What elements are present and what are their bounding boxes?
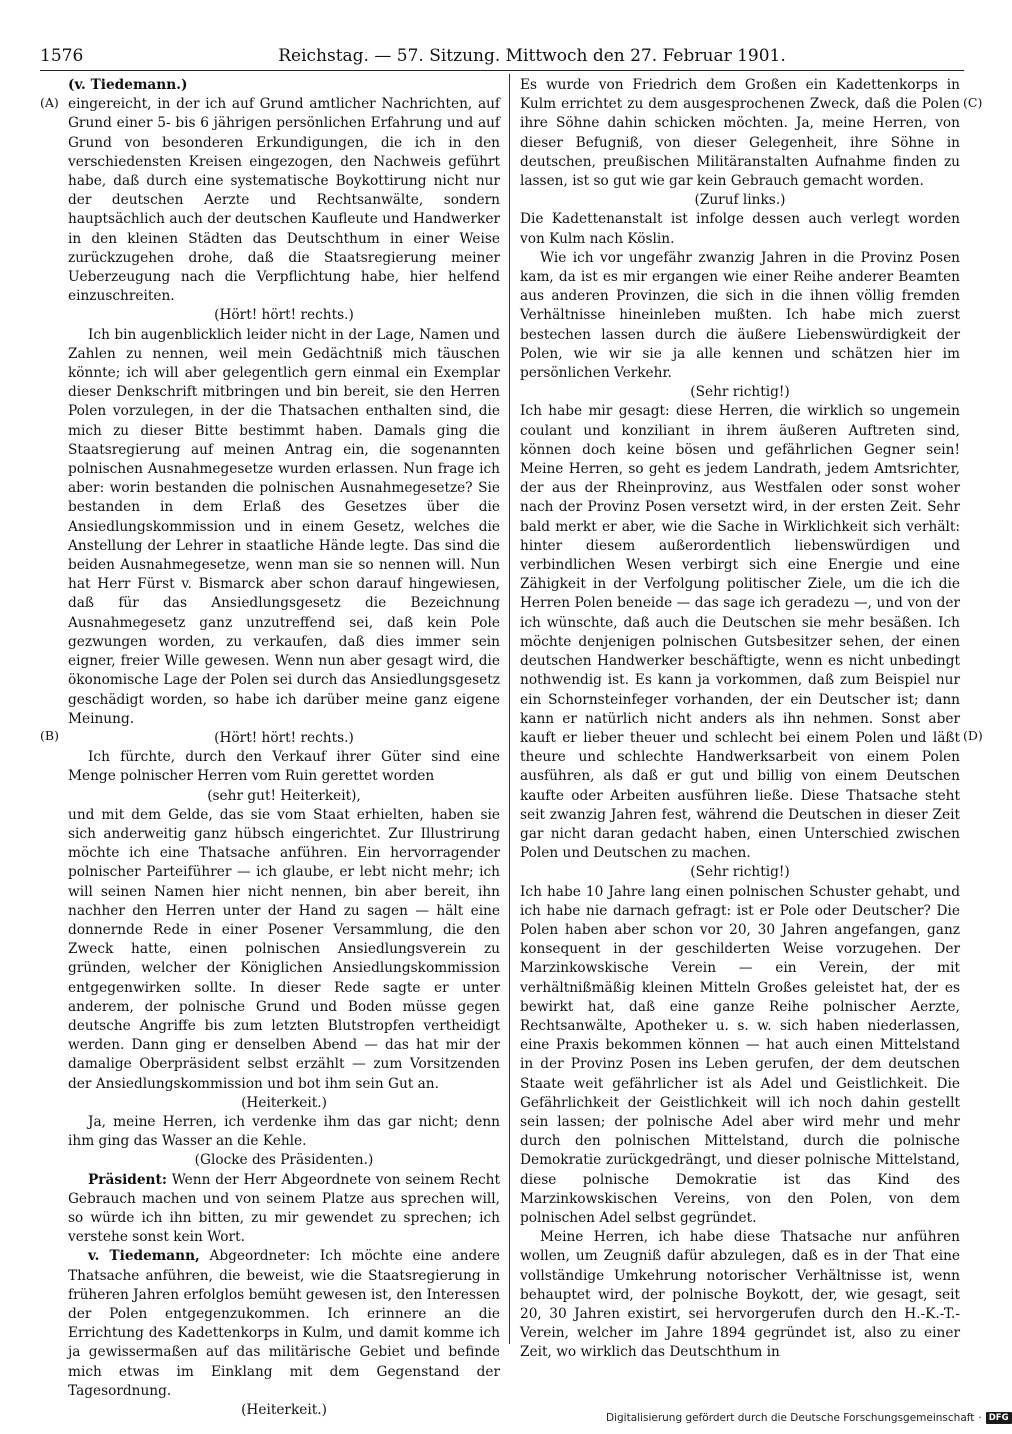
speech-text: Abgeordneter: Ich möchte eine andere Thatsache anführen, die beweist, wie die Staatsregierung in früheren Jahren erfolglos bemüht gewesen ist, den Interessen der Polen entgegenzukommen. Ich erinnere an die Errichtung des Kadettenkorps in Kulm, und damit komme ich ja gewissermaßen auf das militärische Gebiet und befinde mich etwas im Einklang mit dem Gegenstand der Tagesordnung. [68,1248,500,1399]
page-number: 1576 [40,46,84,66]
interjection: (Glocke des Präsidenten.) [194,1152,374,1169]
paragraph: Ich habe 10 Jahre lang einen polnischen Schuster gehabt, und ich habe nie darnach gefragt: ist er Pole oder Deutscher? Die Polen haben aber schon vor 20, 30 Jahren angefangen, ganz konsequent in der geschilderten Weise vorzugehen. Der Marzinkowskische Verein — ein Verein, der mit verhältnißmäßig kleinen Mitteln Großes geleistet hat, der es bewirkt hat, daß eine ganze Reihe polnischer Aerzte, Rechtsanwälte, Apotheker u. s. w. sich haben niederlassen, eine Praxis bekommen können — hat auch einen Mittelstand in der Provinz Posen ins Leben gerufen, der dem deutschen Staate weit gefährlicher ist als Adel und Geistlichkeit. Die Gefährlichkeit der Geistlichkeit will ich noch dahin gestellt sein lassen; der polnische Adel aber wird mehr und mehr durch den polnischen Mittelstand, durch die polnische Demokratie zurückgedrängt, und dieser polnische Mittelstand, diese polnische Demokratie ist das Kind des Marzinkowskischen Vereins, von den Polen, von dem polnischen Adel selbst gegründet. [520,883,960,1226]
page-header [40,44,964,71]
paragraph: Meine Herren, ich habe diese Thatsache nur anführen wollen, um Zeugniß dafür abzulegen, daß es in der That eine vollständige Umkehrung notorischer Verhältnisse ist, wenn behauptet wird, der polnische Boykott, der, wie gesagt, seit 20, 30 Jahren existirt, sei hervorgerufen durch den H.-K.-T.-Verein, welcher im Jahre 1894 gegründet ist, also zu einer Zeit, wo wirklich das Deutschthum in [520,1229,960,1361]
paragraph [68,1247,500,1401]
left-column [68,76,500,1419]
interjection: (Heiterkeit.) [241,1402,327,1419]
separator-dot: · [978,1412,982,1424]
speaker-tag: (v. Tiedemann.) [68,77,188,93]
dfg-logo-icon: DFG [986,1412,1012,1424]
right-column [520,76,960,1376]
interjection: (Sehr richtig!) [690,864,790,881]
credit-text: Digitalisierung gefördert durch die Deutsche Forschungsgemeinschaft [606,1412,975,1424]
margin-marker-b: (B) [40,728,59,743]
interjection: (sehr gut! Heiterkeit), [207,787,361,804]
interjection: (Heiterkeit.) [241,1094,327,1111]
interjection: (Hört! hört! rechts.) [214,729,354,746]
speaker-name: Präsident: [88,1171,167,1188]
paragraph: Ich bin augenblicklich leider nicht in der Lage, Namen und Zahlen zu nennen, weil mein Gedächtniß mich täuschen könnte; ich will aber gelegentlich gern einmal ein Exemplar dieser Denkschrift mitbringen und bin bereit, sie den Herren Polen vorzulegen, in der die Thatsachen enthalten sind, die mich zu dieser Bitte bestimmt haben. Damals ging die Staatsregierung auf meinen Antrag ein, die sogenannten polnischen Ausnahmegesetze wurden erlassen. Nun frage ich aber: worin bestanden die polnischen Ausnahmegesetze? Sie bestanden in dem Erlaß des Gesetzes über die Ansiedlungskommission und in einem Gesetz, welches die Anstellung der Lehrer in staatliche Hände legte. Das sind die beiden Ausnahmegesetze, wenn man sie so nennen will. Nun hat Herr Fürst v. Bismarck aber schon darauf hingewiesen, daß für das Ansiedlungsgesetz die Bezeichnung Ausnahmegesetz ganz unzutreffend sei, daß kein Pole gezwungen worden, zu verkaufen, daß dies immer sein eigner, freier Wille gewesen. Wenn nun aber gesagt wird, die ökonomische Lage der Polen sei durch das Ansiedlungsgesetz geschädigt worden, so habe ich darüber meine ganz eigene Meinung. [68,326,500,727]
paragraph: eingereicht, in der ich auf Grund amtlicher Nachrichten, auf Grund einer 5- bis 6 jährigen persönlichen Erfahrung und auf Grund von besonderen Erkundigungen, die ich in den verschiedensten Kreisen eingezogen, den Nachweis geführt habe, daß durch eine systematische Boykottirung nicht nur der deutschen Aerzte und Rechtsanwälte, sondern hauptsächlich auch der deutschen Kaufleute und Handwerker in den kleinen Städten das Deutschthum in einer Weise zurückzugehen drohe, daß die Staatsregierung meiner Ueberzeugung nach die Verpflichtung habe, hier helfend einzuschreiten. [68,96,500,305]
speaker-name: v. Tiedemann, [88,1248,200,1265]
margin-marker-d: (D) [963,728,983,743]
paragraph: Ich fürchte, durch den Verkauf ihrer Güter sind eine Menge polnischer Herren vom Ruin gerettet worden [68,749,500,785]
margin-marker-c: (C) [963,95,983,110]
paragraph: und mit dem Gelde, das sie vom Staat erhielten, haben sie sich anderweitig ganz hübsch eingerichtet. Zur Illustrirung möchte ich eine Thatsache anführen. Ein hervorragender polnischer Parteiführer — ich glaube, er lebt nicht mehr; ich will seinen Namen hier nicht nennen, bin aber bereit, ihn nachher den Herren unter der Hand zu sagen — hält eine donnernde Rede in einer Posener Versammlung, die den Zweck hatte, einen polnischen Ansiedlungsverein zu gründen, welcher der Königlichen Ansiedlungskommission entgegenwirken sollte. In dieser Rede sagte er unter anderem, der polnische Grund und Boden müsse gegen deutsche Angriffe bis zum letzten Blutstropfen vertheidigt werden. Dann ging er denselben Abend — das hat mir der damalige Oberpräsident selbst erzählt — zum Vorsitzenden der Ansiedlungskommission und bot ihm sein Gut an. [68,806,500,1092]
margin-marker-a: (A) [40,95,59,110]
digitization-credit [606,1412,1009,1424]
paragraph: Es wurde von Friedrich dem Großen ein Kadettenkorps in Kulm errichtet zu dem ausgesprochenen Zweck, daß die Polen ihre Söhne dahin schicken möchten. Ja, meine Herren, von dieser Befugniß, von dieser Gelegenheit, ihre Söhne in deutschen, preußischen Militäranstalten Aufnahme finden zu lassen, ist so gut wie gar kein Gebrauch gemacht worden. [520,77,960,190]
interjection: (Hört! hört! rechts.) [214,307,354,324]
interjection: (Sehr richtig!) [690,384,790,401]
interjection: (Zuruf links.) [694,192,786,209]
paragraph: Ich habe mir gesagt: diese Herren, die wirklich so ungemein coulant und konziliant in ihrem äußeren Auftreten sind, können doch keine bösen und gefährlichen Gegner sein! Meine Herren, so geht es jedem Landrath, jedem Amtsrichter, der aus der Rheinprovinz, aus Westfalen oder sonst woher nach der Provinz Posen versetzt wird, in der ersten Zeit. Sehr bald merkt er aber, wie die Sache in Wirklichkeit sich verhält: hinter diesem außerordentlich liebenswürdigen und verbindlichen Wesen verbirgt sich eine Energie und eine Zähigkeit in der Verfolgung politischer Ziele, um die ich die Herren Polen beneide — das sage ich geradezu —, und von der ich wünschte, daß auch die Deutschen sie mehr besäßen. Ich möchte denjenigen polnischen Gutsbesitzer sehen, der einen deutschen Handwerker beschäftigte, wenn es nicht unbedingt nothwendig ist. Es kann ja vorkommen, daß zum Beispiel nur ein Schornsteinfeger vorhanden, der ein Deutscher ist; dann kann er natürlich nicht anders als ihn nehmen. Sonst aber kauft er lieber theuer und schlecht bei einem Polen und läßt theure und schlechte Handwerksarbeit von einem Polen ausführen, als daß er gut und billig von einem Deutschen kaufte oder Arbeiten ausführen ließe. Diese Thatsache steht seit zwanzig Jahren fest, während die Deutschen in dieser Zeit gar nicht daran gedacht haben, einen Unterschied zwischen Polen und Deutschen zu machen. [520,403,960,862]
column-divider [509,74,510,1344]
paragraph: Die Kadettenanstalt ist infolge dessen auch verlegt worden von Kulm nach Köslin. [520,211,960,247]
paragraph: Wie ich vor ungefähr zwanzig Jahren in die Provinz Posen kam, da ist es mir ergangen wie einer Reihe anderer Beamten aus anderen Provinzen, die sich in die ihnen völlig fremden Verhältnisse hineinleben mußten. Ich habe mich zuerst bestechen lassen durch die äußere Liebenswürdigkeit der Polen, wie wir sie ja alle kennen und schätzen hier im persönlichen Verkehr. [520,249,960,382]
speech-text: Wenn der Herr Abgeordnete von seinem Recht Gebrauch machen und von seinem Platze aus sprechen will, so würde ich ihn bitten, zu mir gewendet zu sprechen; ich verstehe sonst kein Wort. [68,1171,500,1246]
paragraph [68,1171,500,1248]
running-head: Reichstag. — 57. Sitzung. Mittwoch den 27. Februar 1901. [278,46,786,66]
paragraph: Ja, meine Herren, ich verdenke ihm das gar nicht; denn ihm ging das Wasser an die Kehle. [68,1113,500,1150]
